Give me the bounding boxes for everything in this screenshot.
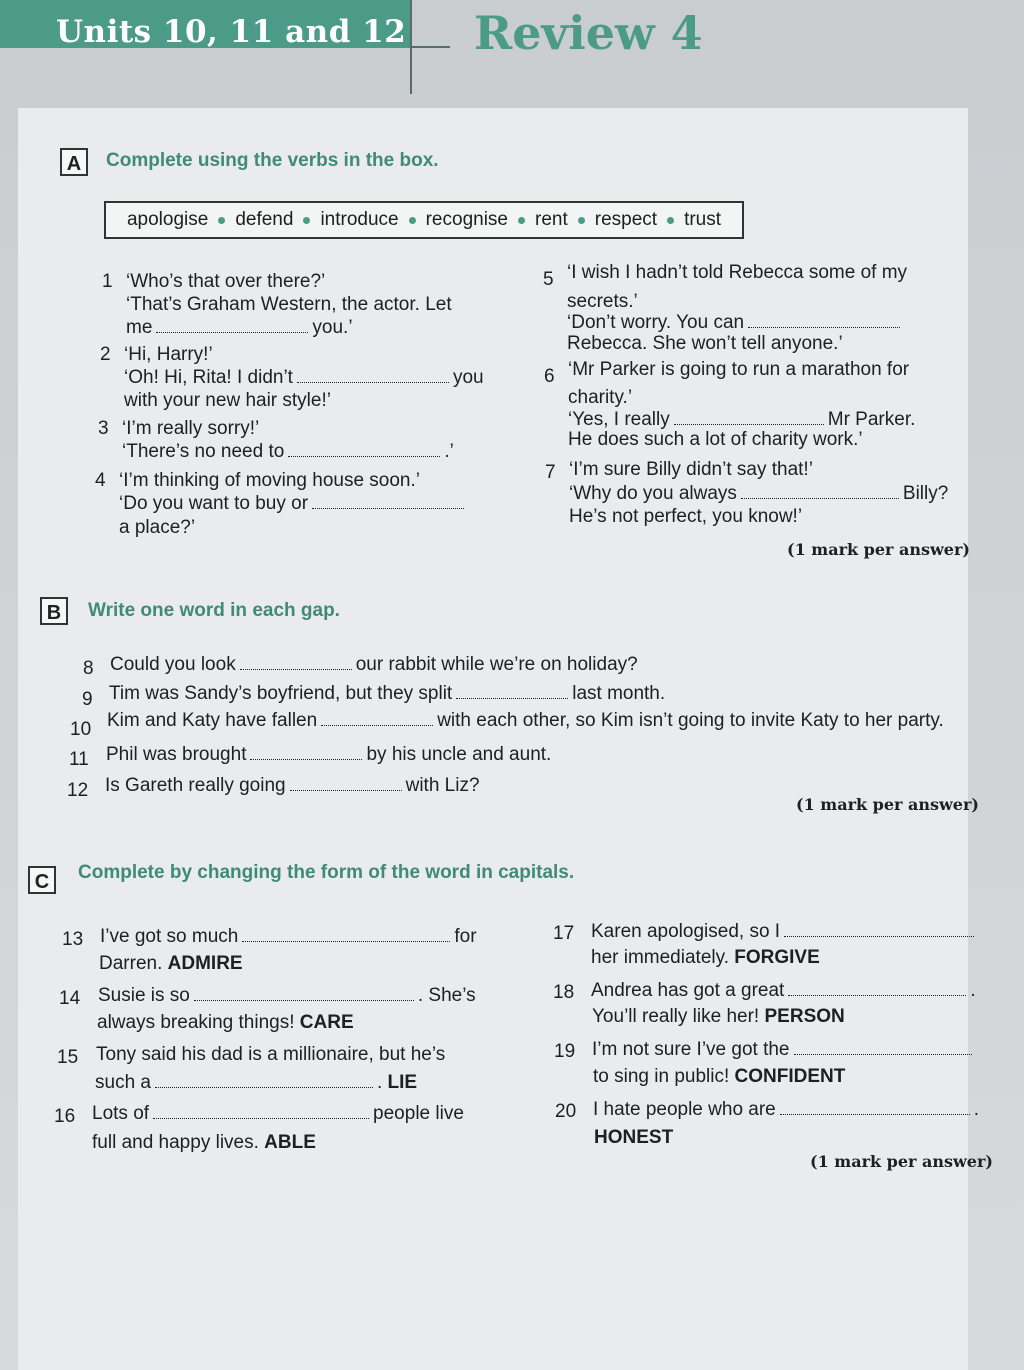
question-number: 6 [544,366,555,387]
answer-gap[interactable] [242,927,450,942]
question-13-line-1 [100,925,477,949]
marks-note-b: (1 mark per answer) [796,795,979,814]
question-number: 13 [62,929,84,950]
bullet-icon [409,217,416,224]
answer-gap[interactable] [250,745,362,760]
question-14-line-1 [98,984,476,1008]
question-number: 18 [553,982,575,1003]
question-19-line-1 [592,1038,976,1062]
question-1-line-3 [126,316,353,340]
review-title: Review 4 [474,6,703,60]
answer-gap[interactable] [312,494,464,509]
text: me [126,317,153,338]
header-divider [410,0,412,94]
header-rule [410,46,450,48]
text: Lots of [92,1103,150,1124]
question-4-line-2 [119,492,468,516]
question-19-line-2 [593,1065,845,1089]
question-number: 9 [82,689,93,710]
answer-gap[interactable] [794,1040,972,1055]
question-7-line-1: ‘I’m sure Billy didn’t say that!’ [569,459,813,480]
question-12 [105,774,480,798]
question-6-line-2: charity.’ [568,387,633,408]
capital-word: CONFIDENT [734,1066,846,1087]
text: you.’ [312,317,353,338]
question-number: 19 [554,1041,576,1062]
text: full and happy lives. [92,1132,259,1153]
question-16-line-1 [92,1102,464,1126]
question-number: 5 [543,269,554,290]
answer-gap[interactable] [297,368,449,383]
question-4-line-3: a place?’ [119,517,196,538]
text: you [452,367,484,388]
question-number: 1 [102,271,113,292]
answer-gap[interactable] [153,1104,369,1119]
capital-word: CARE [299,1012,354,1033]
question-9 [109,682,665,706]
text: with each other, so Kim isn’t going to invite Katy to her party. [437,710,944,731]
question-number: 4 [95,470,106,491]
text: Is Gareth really going [105,775,286,796]
question-4-line-1: ‘I’m thinking of moving house soon.’ [119,470,420,491]
question-14-line-2 [97,1011,354,1035]
bullet-icon [518,217,525,224]
question-8 [110,653,638,677]
text: such a [95,1072,151,1093]
text: for [454,926,477,947]
question-18-line-1 [591,979,976,1003]
question-10 [107,709,944,733]
question-1-line-1: ‘Who’s that over there?’ [126,271,326,292]
bullet-icon [218,217,225,224]
text: . [973,1099,980,1120]
answer-gap[interactable] [741,484,899,499]
question-5-line-1: ‘I wish I hadn’t told Rebecca some of my [567,262,908,283]
text: You’ll really like her! [592,1006,760,1027]
text: ‘Why do you always [569,483,737,504]
text: Phil was brought [106,744,247,765]
text: Could you look [110,654,236,675]
text: with Liz? [405,775,480,796]
question-17-line-2 [591,946,820,970]
question-number: 11 [69,749,89,770]
text: ‘Do you want to buy or [119,493,309,514]
answer-gap[interactable] [156,318,308,333]
text: I’m not sure I’ve got the [592,1039,790,1060]
verb-word: rent [535,209,568,230]
question-5-line-2: secrets.’ [567,291,638,312]
capital-word: LIE [387,1072,418,1093]
verb-word: defend [235,209,294,230]
text: Tim was Sandy’s boyfriend, but they split [109,683,453,704]
verb-box [104,201,744,239]
section-b-badge: B [40,597,68,625]
question-18-line-2 [592,1005,845,1029]
text: always breaking things! [97,1012,295,1033]
bullet-icon [578,217,585,224]
text: ‘Don’t worry. You can [567,312,745,333]
answer-gap[interactable] [784,922,974,937]
answer-gap[interactable] [288,442,440,457]
question-number: 16 [54,1106,76,1127]
question-6-line-1: ‘Mr Parker is going to run a marathon for [568,359,910,380]
question-number: 8 [83,658,94,679]
verb-word: trust [684,209,722,230]
question-number: 3 [98,418,109,439]
text: to sing in public! [593,1066,730,1087]
answer-gap[interactable] [748,313,900,328]
question-11 [106,743,551,767]
question-2-line-3: with your new hair style!’ [124,390,331,411]
answer-gap[interactable] [788,981,966,996]
verb-word: recognise [425,209,508,230]
question-7-line-2 [569,482,948,506]
capital-word: ADMIRE [167,953,243,974]
question-number: 15 [57,1047,79,1068]
answer-gap[interactable] [780,1100,970,1115]
bullet-icon [303,217,310,224]
question-number: 10 [70,719,92,740]
text: ‘Oh! Hi, Rita! I didn’t [124,367,293,388]
text: our rabbit while we’re on holiday? [355,654,638,675]
question-number: 7 [545,462,556,483]
text: .’ [444,441,454,462]
text: by his uncle and aunt. [366,744,552,765]
text: Darren. [99,953,163,974]
text: I hate people who are [593,1099,776,1120]
marks-note-c: (1 mark per answer) [810,1152,993,1171]
question-6-line-4: He does such a lot of charity work.’ [568,429,863,450]
bullet-icon [667,217,674,224]
question-13-line-2 [99,952,243,976]
text: Kim and Katy have fallen [107,710,318,731]
answer-gap[interactable] [194,986,414,1001]
question-number: 17 [553,923,575,944]
section-b-title: Write one word in each gap. [88,600,340,621]
text: ‘Yes, I really [568,409,670,430]
text: Billy? [902,483,949,504]
text: Susie is so [98,985,190,1006]
question-15-line-2 [95,1071,417,1095]
verb-word: respect [594,209,658,230]
capital-word: FORGIVE [734,947,820,968]
verb-word: introduce [320,209,399,230]
answer-gap[interactable] [290,776,402,791]
text: . She’s [417,985,476,1006]
question-16-line-2 [92,1131,316,1155]
text: people live [373,1103,464,1124]
answer-gap[interactable] [456,684,568,699]
question-20-capital-word: HONEST [594,1127,674,1148]
units-title: Units 10, 11 and 12 [56,14,407,50]
text: I’ve got so much [100,926,239,947]
section-c-badge: C [28,866,56,894]
answer-gap[interactable] [155,1073,373,1088]
question-2-line-1: ‘Hi, Harry!’ [124,344,213,365]
question-number: 20 [555,1101,577,1122]
text: ‘There’s no need to [122,441,285,462]
text: . [376,1072,383,1093]
text: last month. [572,683,666,704]
question-17-line-1 [591,920,978,944]
text: Mr Parker. [827,409,916,430]
question-number: 2 [100,344,111,365]
section-c-title: Complete by changing the form of the word in capitals. [78,862,575,883]
marks-note-a: (1 mark per answer) [787,540,970,559]
section-a-title: Complete using the verbs in the box. [106,150,439,171]
question-5-line-4: Rebecca. She won’t tell anyone.’ [567,333,843,354]
capital-word: ABLE [264,1132,316,1153]
answer-gap[interactable] [321,711,433,726]
verb-word: apologise [126,209,209,230]
question-number: 14 [59,988,81,1009]
question-3-line-1: ‘I’m really sorry!’ [122,418,260,439]
text: her immediately. [591,947,729,968]
question-3-line-2 [122,440,454,464]
question-1-line-2: ‘That’s Graham Western, the actor. Let [126,294,452,315]
text: Karen apologised, so I [591,921,781,942]
question-7-line-3: He’s not perfect, you know!’ [569,506,803,527]
question-20-line-1 [593,1098,979,1122]
question-2-line-2 [124,366,484,390]
answer-gap[interactable] [240,655,352,670]
text: Andrea has got a great [591,980,785,1001]
answer-gap[interactable] [674,410,824,425]
question-15-line-1: Tony said his dad is a millionaire, but he’s [96,1044,446,1065]
question-number: 12 [67,780,89,801]
capital-word: PERSON [764,1006,845,1027]
section-a-badge: A [60,148,88,176]
text: . [970,980,976,1001]
